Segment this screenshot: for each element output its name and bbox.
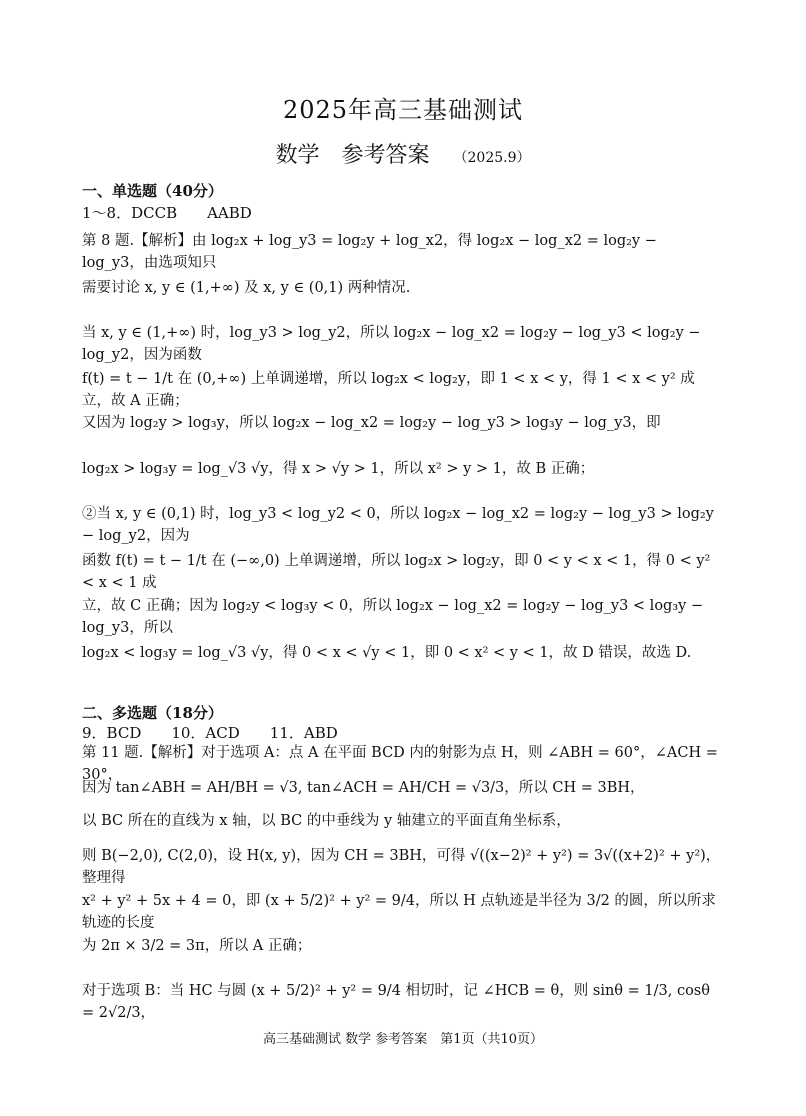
section-single-choice-heading: 一、单选题（40分） [82,182,223,200]
q11-line-5: x² + y² + 5x + 4 = 0，即 (x + 5/2)² + y² = 9/4，所以 H 点轨迹是半径为 3/2 的圆，所以所求轨迹的长度 [82,893,716,931]
q11-line-6: 为 2π × 3/2 = 3π，所以 A 正确； [82,938,312,954]
exam-date: （2025.9） [453,150,531,166]
q8-line-6: log₂x > log₃y = log_√3 √y，得 x > √y > 1，所以 x² > y > 1，故 B 正确； [82,461,595,477]
q11-line-2: 因为 tan∠ABH = AH/BH = √3, tan∠ACH = AH/CH = √3/3，所以 CH = 3BH， [82,780,645,796]
q11-line-3: 以 BC 所在的直线为 x 轴，以 BC 的中垂线为 y 轴建立的平面直角坐标系， [82,813,571,829]
q8-line-8: 函数 f(t) = t − 1/t 在 (−∞,0) 上单调递增，所以 log₂x > log₂y，即 0 < y < x < 1，得 0 < y² < x < 1 成 [82,553,711,591]
q8-line-7: ②当 x, y ∈ (0,1) 时，log_y3 < log_y2 < 0，所以 log₂x − log_x2 = log₂y − log_y3 > log₂y − log_y2，因为 [82,506,714,544]
section-multiple-choice-heading: 二、多选题（18分） [82,704,223,722]
section-single-choice-answers: 1～8．DCCB AABD [82,204,252,222]
q8-line-4: f(t) = t − 1/t 在 (0,+∞) 上单调递增，所以 log₂x < log₂y，即 1 < x < y，得 1 < x < y² 成立，故 A 正确； [82,371,695,409]
q8-line-3: 当 x, y ∈ (1,+∞) 时，log_y3 > log_y2，所以 log₂x − log_x2 = log₂y − log_y3 < log₂y − log_y2，因为函数 [82,325,701,363]
q8-line-10: log₂x < log₃y = log_√3 √y，得 0 < x < √y < 1，即 0 < x² < y < 1，故 D 错误，故选 D. [82,645,692,661]
subtitle-text: 数学 参考答案 [275,143,430,168]
q8-line-9: 立，故 C 正确；因为 log₂y < log₃y < 0，所以 log₂x − log_x2 = log₂y − log_y3 < log₃y − log_y3，所以 [82,598,704,636]
page-footer: 高三基础测试 数学 参考答案 第1页（共10页） [262,1032,544,1047]
section-multiple-choice-answers: 9．BCD 10．ACD 11．ABD [82,724,338,742]
page-subtitle [0,138,806,169]
q11-line-7: 对于选项 B：当 HC 与圆 (x + 5/2)² + y² = 9/4 相切时，记 ∠HCB = θ，则 sinθ = 1/3, cosθ = 2√2/3， [82,983,710,1021]
q11-line-4: 则 B(−2,0), C(2,0)，设 H(x, y)，因为 CH = 3BH，可得 √((x−2)² + y²) = 3√((x+2)² + y²)，整理得 [82,848,721,886]
q8-line-1: 第 8 题.【解析】由 log₂x + log_y3 = log₂y + log_x2，得 log₂x − log_x2 = log₂y − log_y3，由选项知只 [82,233,657,271]
page-title: 2025年高三基础测试 [282,96,524,124]
q8-line-5: 又因为 log₂y > log₃y，所以 log₂x − log_x2 = log₂y − log_y3 > log₃y − log_y3，即 [82,415,661,431]
q8-line-2: 需要讨论 x, y ∈ (1,+∞) 及 x, y ∈ (0,1) 两种情况. [82,280,411,296]
q11-line-1: 第 11 题.【解析】对于选项 A：点 A 在平面 BCD 内的射影为点 H，则 ∠ABH = 60°，∠ACH = 30°， [82,745,718,783]
